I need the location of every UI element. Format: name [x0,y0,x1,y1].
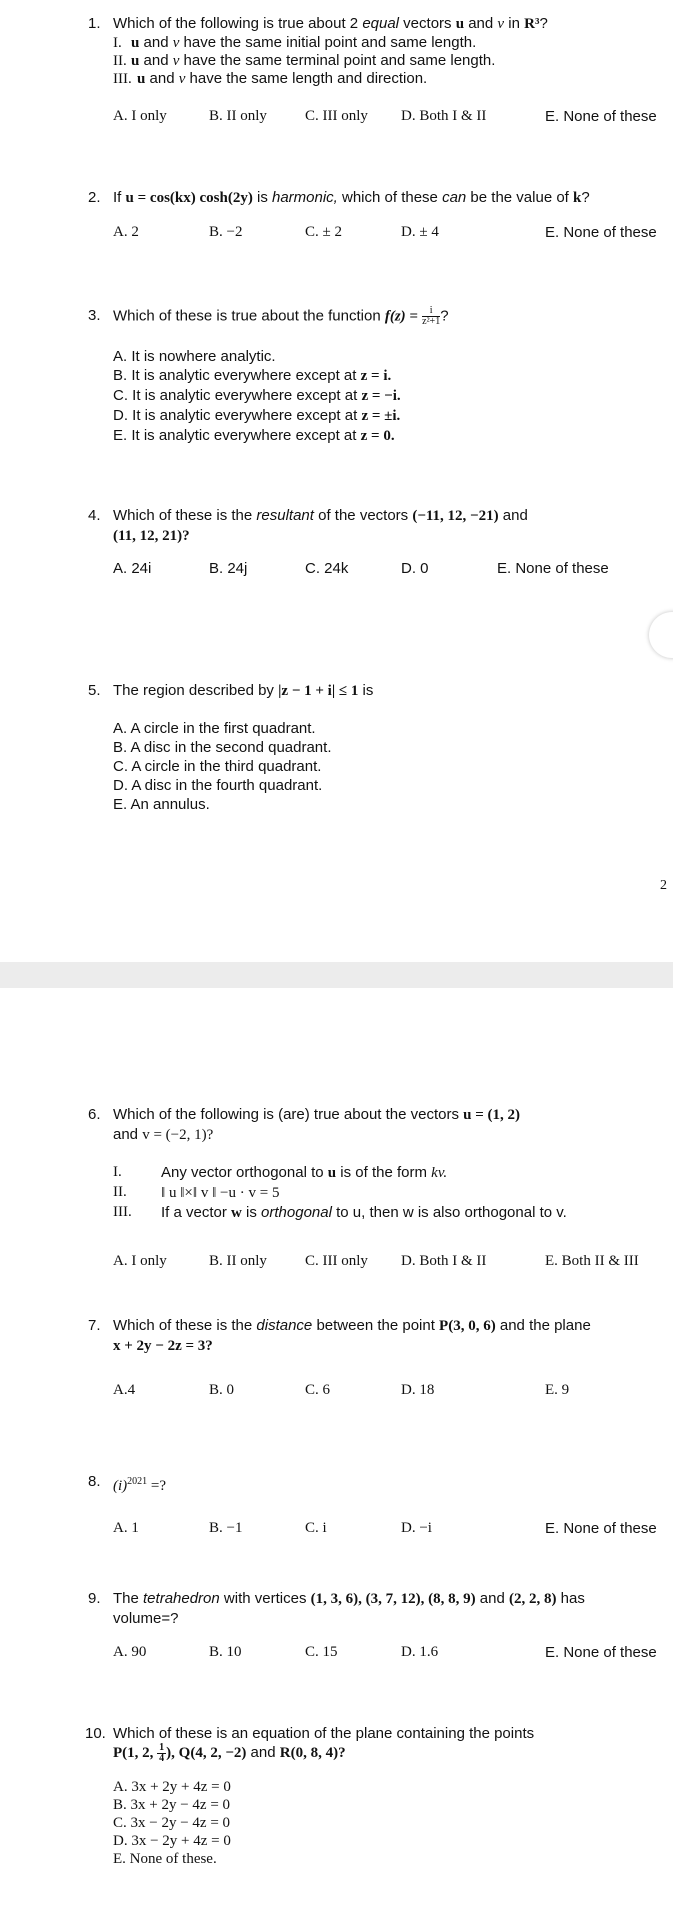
option-a[interactable]: A. I only [113,1253,167,1269]
question-7 [88,1316,668,1404]
option-e[interactable]: E. An annulus. [113,796,210,813]
option-a[interactable]: A. 3x + 2y + 4z = 0 [113,1779,231,1796]
page-number: 2 [660,878,667,893]
option-b[interactable]: B. 24j [209,560,248,577]
option-d[interactable]: D. 18 [401,1382,435,1398]
question-1 [88,14,668,130]
option-a[interactable]: A. 90 [113,1644,147,1660]
question-10 [85,1724,668,1868]
option-b[interactable]: B. 0 [209,1382,235,1398]
option-d[interactable]: D. Both I & II [401,1253,487,1269]
option-c[interactable]: C. 3x − 2y − 4z = 0 [113,1815,231,1832]
option-a[interactable]: A. 2 [113,224,139,240]
statement-2: II. u and v have the same terminal point and same length. [113,52,496,69]
option-a[interactable]: A. It is nowhere analytic. [113,348,276,365]
question-3 [88,306,668,446]
question-9-text: 9. The tetrahedron with vertices (1, 3, 6), (3, 7, 12), (8, 8, 9) and (2, 2, 8) has volume=? [88,1590,585,1627]
question-6 [88,1105,668,1275]
question-9 [88,1589,668,1666]
option-b[interactable]: B. II only [209,108,267,124]
option-e[interactable]: E. It is analytic everywhere except at z = 0. [113,427,395,444]
question-number: 1. [88,15,101,32]
answer-options [113,1520,668,1542]
question-8 [88,1472,668,1542]
option-b[interactable]: B. −1 [209,1520,243,1536]
answer-options [113,1253,668,1275]
question-8-text: 8. $(i)^{2021}$ =? [88,1473,167,1494]
question-6-text: 6. Which of the following is (are) true about the vectors u = (1, 2) and v = (−2, 1)? [88,1106,521,1143]
option-a[interactable]: A. A circle in the first quadrant. [113,720,316,737]
answer-options [113,1382,668,1404]
option-b[interactable]: B. It is analytic everywhere except at z = i. [113,367,392,384]
answer-options [113,1778,668,1868]
option-c[interactable]: C. 15 [305,1644,338,1660]
option-b[interactable]: B. A disc in the second quadrant. [113,739,332,756]
question-5-text: 5. The region described by |z − 1 + i| ≤ 1 is [88,682,374,699]
option-c[interactable]: C. A circle in the third quadrant. [113,758,322,775]
option-d[interactable]: D. Both I & II [401,108,487,124]
statement-1: I. Any vector orthogonal to u is of the form kv. [113,1164,448,1181]
option-b[interactable]: B. II only [209,1253,267,1269]
option-d[interactable]: D. A disc in the fourth quadrant. [113,777,323,794]
fraction: $\frac{i}{\text{z²+1}}$ [422,305,441,327]
question-4-text: 4. Which of these is the resultant of the vectors (−11, 12, −21) and (11, 12, 21)? [88,507,528,544]
scroll-handle[interactable] [649,612,673,658]
question-4 [88,506,668,582]
question-5 [88,681,668,814]
page-2 [0,988,673,1920]
answer-options [113,560,668,582]
question-3-text: 3. Which of these is true about the function f(z) = $\frac{i}{\text{z²+1}}$ ? [88,305,449,327]
option-c[interactable]: C. It is analytic everywhere except at z = −i. [113,387,401,404]
option-e[interactable]: E. None of these [545,1520,657,1537]
option-b[interactable]: B. 3x + 2y − 4z = 0 [113,1797,231,1814]
question-1-text: 1. Which of the following is true about 2 equal vectors u and v in R³? [88,15,548,32]
answer-options [113,719,668,814]
fraction: $\frac{1}{4}$ [159,1742,165,1765]
statements [113,1163,668,1223]
option-e[interactable]: E. None of these [497,560,609,577]
option-d[interactable]: D. 3x − 2y + 4z = 0 [113,1833,231,1850]
option-a[interactable]: A. 24i [113,560,152,577]
option-c[interactable]: C. i [305,1520,327,1536]
answer-options [113,1644,668,1666]
option-b[interactable]: B. −2 [209,224,243,240]
option-c[interactable]: C. 6 [305,1382,331,1398]
option-e[interactable]: E. Both II & III [545,1253,639,1269]
option-e[interactable]: E. None of these [545,224,657,241]
option-a[interactable]: A. I only [113,108,167,124]
statement-3: III. If a vector w is orthogonal to u, then w is also orthogonal to v. [113,1204,567,1221]
option-d[interactable]: D. 0 [401,560,429,577]
option-d[interactable]: D. 1.6 [401,1644,439,1660]
answer-options [113,347,668,446]
option-e[interactable]: E. None of these. [113,1851,217,1868]
option-c[interactable]: C. III only [305,108,368,124]
answer-options [113,108,668,130]
option-c[interactable]: C. III only [305,1253,368,1269]
option-e[interactable]: E. 9 [545,1382,570,1398]
option-e[interactable]: E. None of these [545,1644,657,1661]
option-d[interactable]: D. It is analytic everywhere except at z = ±i. [113,407,401,424]
question-2-text: 2. If u = cos(kx) cosh(2y) is harmonic, which of these can be the value of k? [88,189,590,206]
option-e[interactable]: E. None of these [545,108,657,125]
statement-2: II. ‖ u ‖×‖ v ‖ −u · v = 5 [113,1184,280,1201]
option-d[interactable]: D. −i [401,1520,432,1536]
statement-1: I. u and v have the same initial point and same length. [113,34,477,51]
question-7-text: 7. Which of these is the distance between the point P(3, 0, 6) and the plane x + 2y − 2z = 3? [88,1317,591,1354]
answer-options [113,224,668,246]
page-separator [0,962,673,988]
question-2 [88,188,668,246]
option-a[interactable]: A.4 [113,1382,136,1398]
option-b[interactable]: B. 10 [209,1644,242,1660]
option-a[interactable]: A. 1 [113,1520,139,1536]
option-d[interactable]: D. ± 4 [401,224,439,240]
statement-3: III. u and v have the same length and direction. [113,70,428,87]
option-c[interactable]: C. ± 2 [305,224,342,240]
question-10-text: 10. Which of these is an equation of the plane containing the points P(1, 2, $\frac{1}{4}$ ), Q(4, 2, −2) and R(0, 8, 4)? [85,1725,535,1765]
option-c[interactable]: C. 24k [305,560,349,577]
